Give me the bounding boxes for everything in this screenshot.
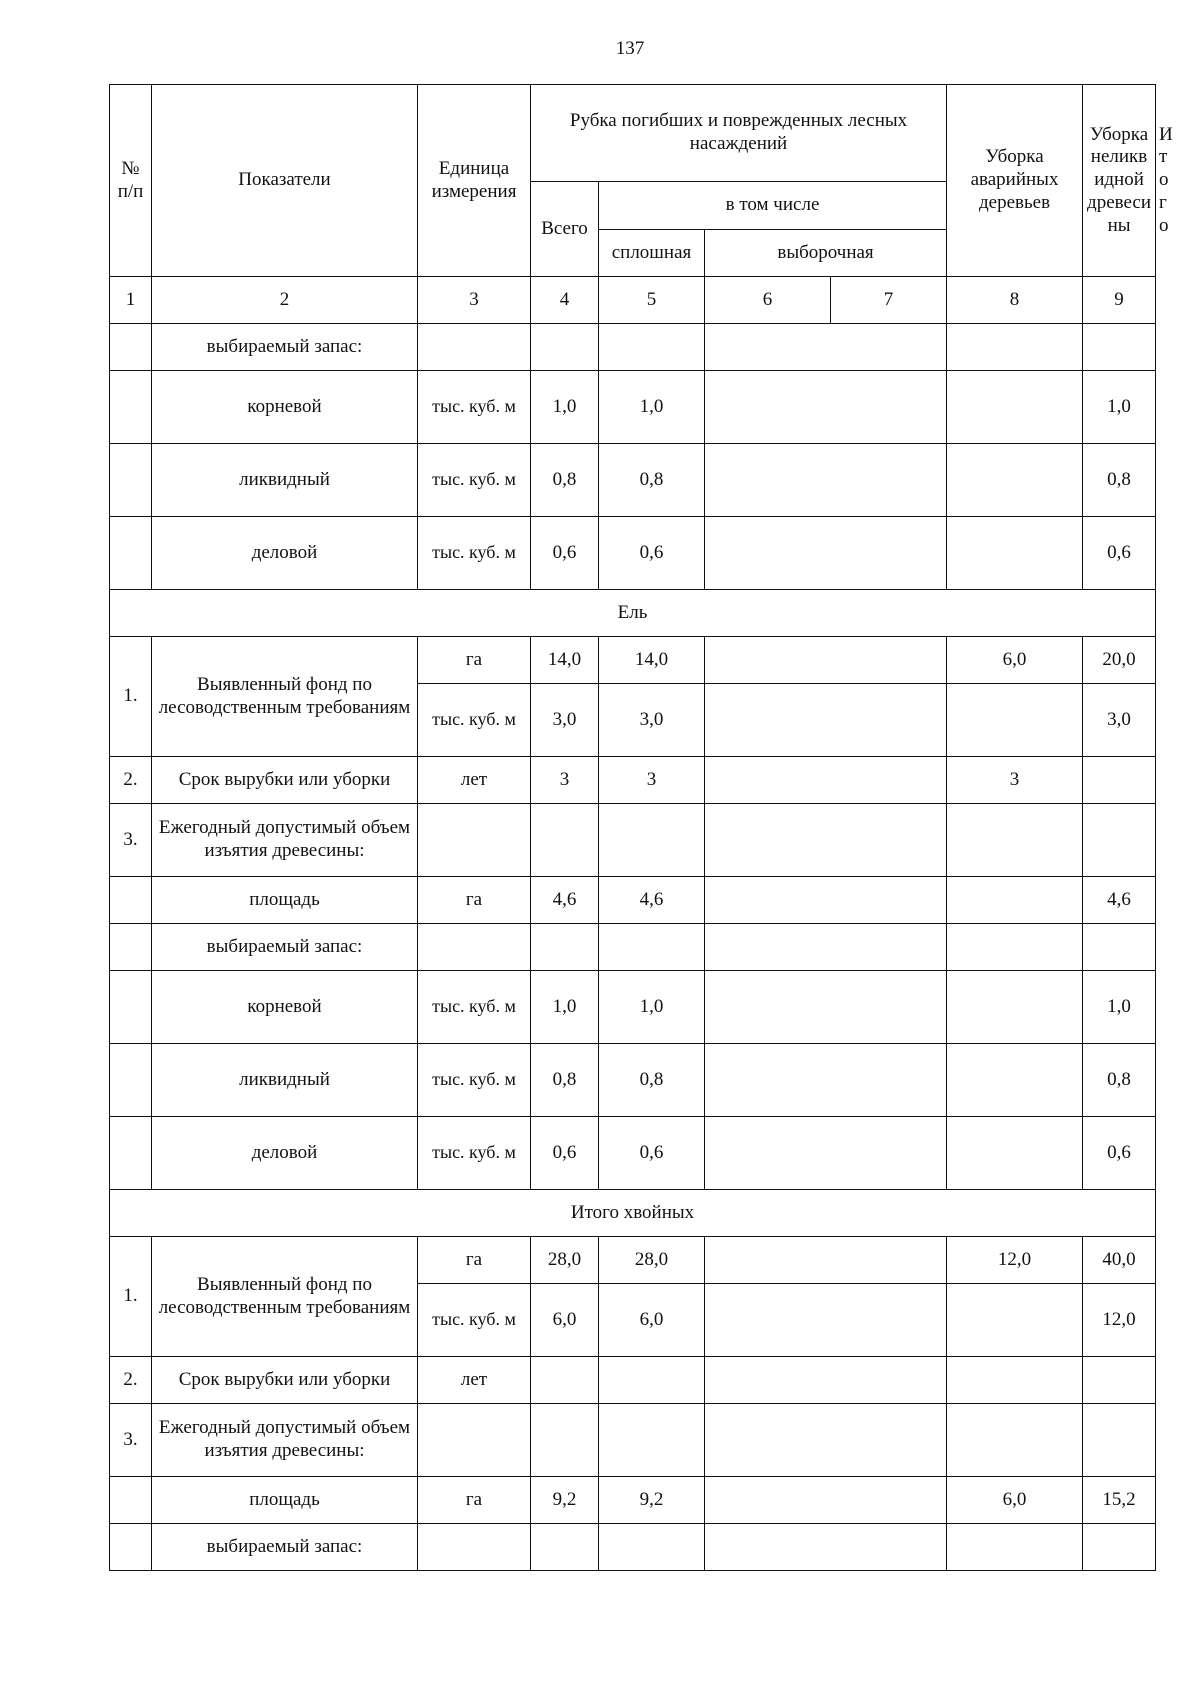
header-illiquid: Уборка неликвидной древесины bbox=[1083, 85, 1156, 277]
table-row bbox=[110, 637, 1156, 684]
unit-cell: тыс. куб. м bbox=[418, 1044, 531, 1117]
value-cell: 1,0 bbox=[531, 371, 599, 444]
header-row: № п/п Показатели Единица измерения Рубка погибших и поврежденных лесных насаждений Уборка аварийных деревьев Уборка неликвидной древесины Итого bbox=[110, 85, 1156, 182]
row-number: 3. bbox=[110, 804, 152, 877]
value-cell: 0,6 bbox=[1083, 517, 1156, 590]
value-cell: 1,0 bbox=[599, 371, 705, 444]
value-cell: 9,2 bbox=[599, 1477, 705, 1524]
value-cell: 4,6 bbox=[599, 877, 705, 924]
row-label: Выявленный фонд по лесоводственным требованиям bbox=[152, 1237, 418, 1357]
value-cell: 1,0 bbox=[599, 971, 705, 1044]
section-title: Итого хвойных bbox=[110, 1190, 1156, 1237]
value-cell: 1,0 bbox=[531, 971, 599, 1044]
value-cell: 12,0 bbox=[947, 1237, 1083, 1284]
header-indicator: Показатели bbox=[152, 85, 418, 277]
unit-cell: лет bbox=[418, 757, 531, 804]
column-number-row bbox=[110, 277, 1156, 324]
value-cell: 6,0 bbox=[531, 1284, 599, 1357]
row-label: Срок вырубки или уборки bbox=[152, 757, 418, 804]
value-cell: 0,8 bbox=[599, 1044, 705, 1117]
section-row bbox=[110, 590, 1156, 637]
unit-cell: тыс. куб. м bbox=[418, 1284, 531, 1357]
row-label: площадь bbox=[152, 1477, 418, 1524]
table-row bbox=[110, 1237, 1156, 1284]
table-row bbox=[110, 1044, 1156, 1117]
section-row bbox=[110, 1190, 1156, 1237]
row-label: Ежегодный допустимый объем изъятия древесины: bbox=[152, 1404, 418, 1477]
header-total-sub: Всего bbox=[531, 182, 599, 277]
row-label: выбираемый запас: bbox=[152, 1524, 418, 1571]
header-unit: Единица измерения bbox=[418, 85, 531, 277]
value-cell: 3 bbox=[947, 757, 1083, 804]
col-number: 5 bbox=[599, 277, 705, 324]
unit-cell: га bbox=[418, 877, 531, 924]
value-cell: 3,0 bbox=[531, 684, 599, 757]
value-cell: 9,2 bbox=[531, 1477, 599, 1524]
header-felling: Рубка погибших и поврежденных лесных насаждений bbox=[531, 85, 947, 182]
page-number: 137 bbox=[615, 38, 645, 59]
row-label: Ежегодный допустимый объем изъятия древесины: bbox=[152, 804, 418, 877]
table-row bbox=[110, 371, 1156, 444]
row-number: 2. bbox=[110, 757, 152, 804]
value-cell: 1,0 bbox=[1083, 971, 1156, 1044]
value-cell: 14,0 bbox=[599, 637, 705, 684]
table-row bbox=[110, 1117, 1156, 1190]
value-cell: 1,0 bbox=[1083, 371, 1156, 444]
value-cell: 3 bbox=[531, 757, 599, 804]
value-cell: 6,0 bbox=[947, 1477, 1083, 1524]
value-cell: 20,0 bbox=[1083, 637, 1156, 684]
table-row bbox=[110, 1524, 1156, 1571]
table-row bbox=[110, 757, 1156, 804]
row-label: деловой bbox=[152, 517, 418, 590]
row-label: Срок вырубки или уборки bbox=[152, 1357, 418, 1404]
unit-cell: тыс. куб. м bbox=[418, 444, 531, 517]
row-number: 3. bbox=[110, 1404, 152, 1477]
row-label: Выявленный фонд по лесоводственным требованиям bbox=[152, 637, 418, 757]
value-cell: 0,8 bbox=[1083, 1044, 1156, 1117]
row-label: корневой bbox=[152, 371, 418, 444]
unit-cell: тыс. куб. м bbox=[418, 1117, 531, 1190]
row-label: площадь bbox=[152, 877, 418, 924]
table-row bbox=[110, 1477, 1156, 1524]
value-cell: 3,0 bbox=[1083, 684, 1156, 757]
row-label: выбираемый запас: bbox=[152, 924, 418, 971]
value-cell: 0,6 bbox=[1083, 1117, 1156, 1190]
value-cell: 28,0 bbox=[599, 1237, 705, 1284]
unit-cell: тыс. куб. м bbox=[418, 517, 531, 590]
value-cell: 4,6 bbox=[531, 877, 599, 924]
unit-cell: га bbox=[418, 1477, 531, 1524]
row-number: 2. bbox=[110, 1357, 152, 1404]
value-cell: 14,0 bbox=[531, 637, 599, 684]
table-row bbox=[110, 924, 1156, 971]
row-label: ликвидный bbox=[152, 1044, 418, 1117]
table-row bbox=[110, 971, 1156, 1044]
table-row bbox=[110, 1404, 1156, 1477]
row-label: корневой bbox=[152, 971, 418, 1044]
value-cell: 3 bbox=[599, 757, 705, 804]
row-label: выбираемый запас: bbox=[152, 324, 418, 371]
value-cell: 3,0 bbox=[599, 684, 705, 757]
unit-cell: га bbox=[418, 637, 531, 684]
value-cell: 6,0 bbox=[599, 1284, 705, 1357]
header-clear: сплошная bbox=[599, 230, 705, 277]
table-row bbox=[110, 877, 1156, 924]
unit-cell: тыс. куб. м bbox=[418, 684, 531, 757]
header-including: в том числе bbox=[599, 182, 947, 230]
col-number: 4 bbox=[531, 277, 599, 324]
row-number: 1. bbox=[110, 1237, 152, 1357]
value-cell: 0,8 bbox=[1083, 444, 1156, 517]
value-cell: 0,8 bbox=[599, 444, 705, 517]
section-title: Ель bbox=[110, 590, 1156, 637]
col-number: 2 bbox=[152, 277, 418, 324]
value-cell: 15,2 bbox=[1083, 1477, 1156, 1524]
value-cell: 0,6 bbox=[599, 517, 705, 590]
value-cell: 40,0 bbox=[1083, 1237, 1156, 1284]
unit-cell: лет bbox=[418, 1357, 531, 1404]
value-cell: 0,6 bbox=[531, 1117, 599, 1190]
unit-cell: га bbox=[418, 1237, 531, 1284]
row-number: 1. bbox=[110, 637, 152, 757]
header-selective: выборочная bbox=[705, 230, 947, 277]
value-cell: 0,8 bbox=[531, 1044, 599, 1117]
value-cell: 4,6 bbox=[1083, 877, 1156, 924]
col-number: 7 bbox=[831, 277, 947, 324]
col-number: 1 bbox=[110, 277, 152, 324]
table-row bbox=[110, 517, 1156, 590]
table-row bbox=[110, 1357, 1156, 1404]
value-cell: 0,6 bbox=[599, 1117, 705, 1190]
header-emergency: Уборка аварийных деревьев bbox=[947, 85, 1083, 277]
row-label: ликвидный bbox=[152, 444, 418, 517]
table-row bbox=[110, 324, 1156, 371]
value-cell: 0,6 bbox=[531, 517, 599, 590]
value-cell: 6,0 bbox=[947, 637, 1083, 684]
value-cell: 28,0 bbox=[531, 1237, 599, 1284]
col-number: 6 bbox=[705, 277, 831, 324]
header-num: № п/п bbox=[110, 85, 152, 277]
table-row bbox=[110, 444, 1156, 517]
col-number: 3 bbox=[418, 277, 531, 324]
data-table bbox=[109, 84, 1173, 1571]
unit-cell: тыс. куб. м bbox=[418, 371, 531, 444]
col-number: 8 bbox=[947, 277, 1083, 324]
value-cell: 12,0 bbox=[1083, 1284, 1156, 1357]
value-cell: 0,8 bbox=[531, 444, 599, 517]
row-label: деловой bbox=[152, 1117, 418, 1190]
col-number: 9 bbox=[1083, 277, 1156, 324]
table-row bbox=[110, 804, 1156, 877]
unit-cell: тыс. куб. м bbox=[418, 971, 531, 1044]
